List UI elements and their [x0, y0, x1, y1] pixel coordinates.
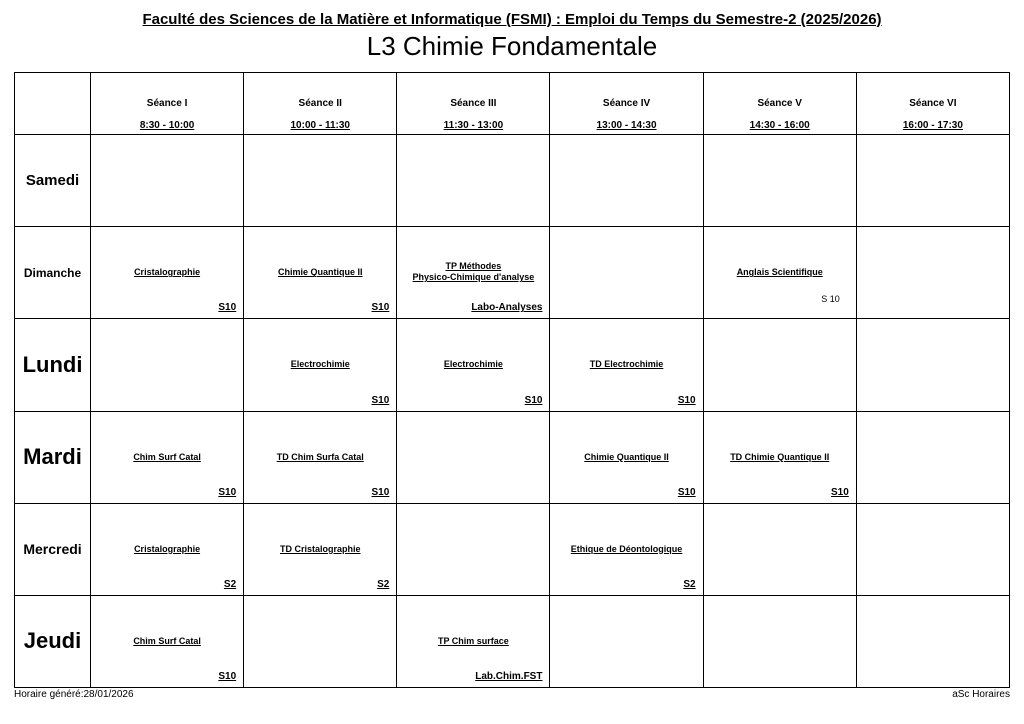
schedule-cell: [91, 227, 244, 319]
day-label: Mercredi: [15, 503, 91, 595]
schedule-cell: [856, 595, 1009, 687]
slot-name: Séance VI: [909, 98, 957, 109]
room-label: S2: [223, 578, 237, 590]
schedule-cell: [397, 227, 550, 319]
course-name: Cristalographie: [134, 543, 201, 554]
slot-header-row: [15, 73, 1010, 135]
schedule-cell: [397, 135, 550, 227]
schedule-cell: [397, 319, 550, 411]
day-row-jeudi: [15, 595, 1010, 687]
slot-name: Séance IV: [602, 98, 651, 109]
slot-name: Séance II: [298, 98, 342, 109]
day-row-mardi: [15, 411, 1010, 503]
slot-header: [244, 73, 397, 135]
slot-time: 11:30 - 13:00: [443, 120, 504, 131]
schedule-cell: [397, 503, 550, 595]
schedule-cell: [550, 135, 703, 227]
room-label: S2: [683, 578, 696, 590]
course-name: TD Chim Surfa Catal: [276, 451, 364, 462]
schedule-cell: [91, 595, 244, 687]
room-label: S 10: [821, 294, 840, 305]
course-name: [397, 261, 549, 283]
day-row-lundi: [15, 319, 1010, 411]
day-label: Samedi: [15, 135, 91, 227]
slot-time: 14:30 - 16:00: [749, 120, 810, 131]
slot-header: [856, 73, 1009, 135]
schedule-cell: [91, 411, 244, 503]
course-name: Anglais Scientifique: [736, 267, 823, 278]
room-label: S10: [371, 486, 390, 498]
slot-header: [397, 73, 550, 135]
course-name: Electrochimie: [443, 359, 503, 370]
room-label: S10: [677, 394, 696, 406]
slot-header: [550, 73, 703, 135]
schedule-cell: [856, 411, 1009, 503]
slot-time: 10:00 - 11:30: [290, 120, 350, 131]
schedule-cell: [550, 503, 703, 595]
schedule-cell: [244, 595, 397, 687]
course-name-line: Physico-Chimique d'analyse: [412, 272, 535, 283]
course-name: Chimie Quantique II: [277, 267, 363, 278]
room-label: Labo-Analyses: [471, 302, 543, 314]
timetable: [14, 72, 1010, 688]
room-label: S10: [218, 302, 237, 314]
slot-header: [703, 73, 856, 135]
schedule-cell: [856, 227, 1009, 319]
day-label: Lundi: [15, 319, 91, 411]
schedule-cell: [703, 503, 856, 595]
course-name: TD Electrochimie: [589, 359, 664, 370]
day-row-dimanche: [15, 227, 1010, 319]
generated-date: Horaire généré:28/01/2026: [14, 689, 134, 700]
slot-name: Séance I: [146, 98, 188, 109]
schedule-cell: [856, 135, 1009, 227]
course-name: TD Chimie Quantique II: [730, 451, 830, 462]
schedule-cell: [703, 319, 856, 411]
room-label: S10: [218, 486, 237, 498]
room-label: S10: [371, 302, 390, 314]
course-name: Ethique de Déontologique: [570, 543, 683, 554]
software-credit: aSc Horaires: [952, 689, 1010, 700]
slot-time: 16:00 - 17:30: [902, 120, 963, 131]
day-label: Dimanche: [15, 227, 91, 319]
slot-name: Séance V: [757, 98, 802, 109]
room-label: S10: [677, 486, 696, 498]
schedule-cell: [244, 227, 397, 319]
slot-name: Séance III: [450, 98, 497, 109]
course-name: Electrochimie: [290, 359, 350, 370]
schedule-cell: [91, 319, 244, 411]
schedule-cell: [703, 227, 856, 319]
schedule-cell: [703, 595, 856, 687]
schedule-cell: [550, 227, 703, 319]
class-title: L3 Chimie Fondamentale: [366, 31, 658, 61]
schedule-cell: [397, 595, 550, 687]
course-name: Cristalographie: [134, 267, 201, 278]
schedule-cell: [856, 319, 1009, 411]
schedule-cell: [703, 411, 856, 503]
day-label: Jeudi: [15, 595, 91, 687]
schedule-cell: [244, 411, 397, 503]
course-name: Chim Surf Catal: [133, 635, 201, 646]
schedule-cell: [244, 319, 397, 411]
schedule-cell: [91, 503, 244, 595]
slot-time: 8:30 - 10:00: [139, 120, 195, 131]
slot-time: 13:00 - 14:30: [596, 120, 657, 131]
schedule-cell: [703, 135, 856, 227]
corner-cell: [15, 73, 91, 135]
room-label: S10: [524, 394, 543, 406]
slot-header: [91, 73, 244, 135]
schedule-cell: [550, 411, 703, 503]
faculty-title: Faculté des Sciences de la Matière et Informatique (FSMI) : Emploi du Temps du Semestre-2 (2025/2026): [142, 11, 882, 28]
day-row-mercredi: [15, 503, 1010, 595]
course-name-line: TP Méthodes: [445, 261, 502, 272]
room-label: S10: [371, 394, 390, 406]
room-label: S10: [218, 671, 237, 682]
course-name: TD Cristalographie: [279, 543, 361, 554]
schedule-cell: [244, 503, 397, 595]
course-name: Chimie Quantique II: [584, 451, 669, 462]
course-name: TP Chim surface: [437, 635, 509, 646]
day-label: Mardi: [15, 411, 91, 503]
course-name: Chim Surf Catal: [133, 451, 201, 462]
room-label: Lab.Chim.FST: [475, 671, 543, 682]
schedule-cell: [397, 411, 550, 503]
schedule-cell: [244, 135, 397, 227]
schedule-cell: [550, 595, 703, 687]
room-label: S10: [830, 486, 849, 498]
schedule-cell: [550, 319, 703, 411]
schedule-cell: [856, 503, 1009, 595]
room-label: S2: [377, 578, 390, 590]
day-row-samedi: [15, 135, 1010, 227]
schedule-cell: [91, 135, 244, 227]
